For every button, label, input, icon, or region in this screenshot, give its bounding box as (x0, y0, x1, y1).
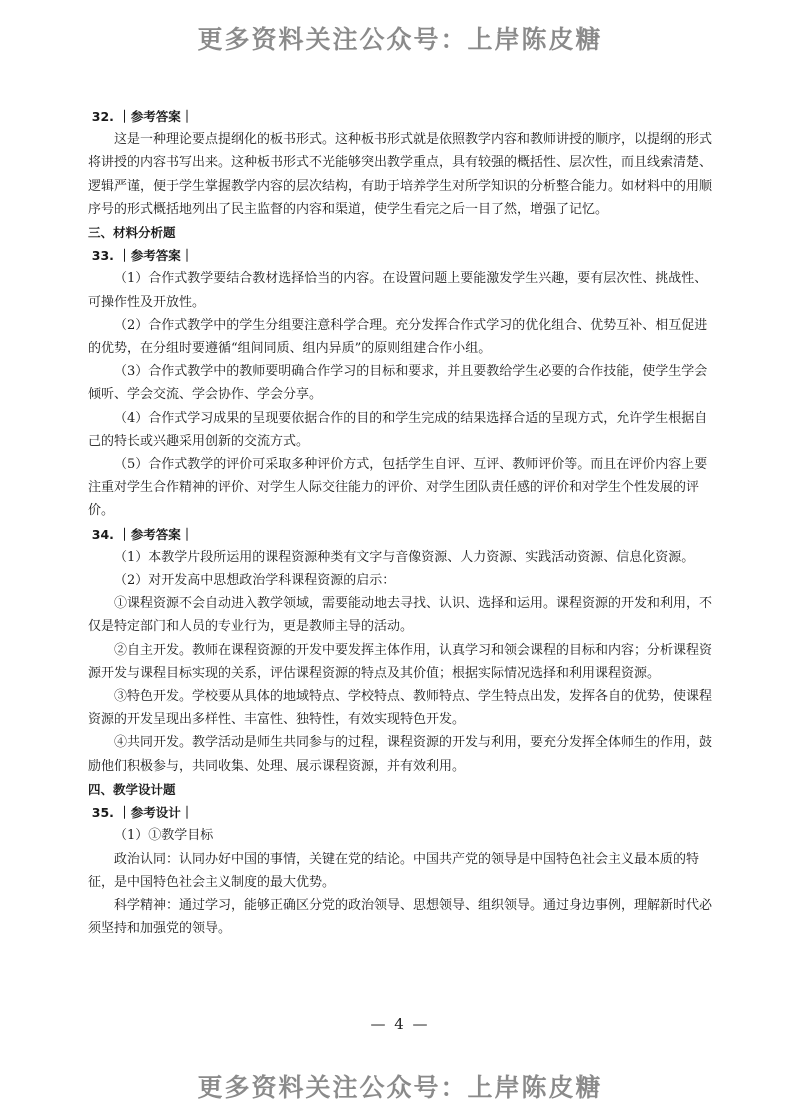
q34-item-5: ③特色开发。学校要从具体的地域特点、学校特点、教师特点、学生特点出发，发挥各自的优势，使课程资源的开发呈现出多样性、丰富性、独特性，有效实现特色开发。 (88, 689, 713, 728)
q34-item-1: （1）本教学片段所运用的课程资源种类有文字与音像资源、人力资源、实践活动资源、信息化资源。 (114, 549, 695, 565)
q33-item-1: （1）合作式教学要结合教材选择恰当的内容。在设置问题上要能激发学生兴趣，要有层次性、挑战性、可操作性及开放性。 (88, 271, 708, 310)
q35-heading: 35. ｜参考设计｜ (91, 805, 194, 821)
watermark-bottom: 更多资料关注公众号：上岸陈皮糖 (197, 1073, 603, 1102)
q34-item-4: ②自主开发。教师在课程资源的开发中要发挥主体作用，认真学习和领会课程的目标和内容；分析课程资源开发与课程目标实现的关系，评估课程资源的特点及其价值；根据实际情况选择和利用课程资源。 (88, 642, 713, 681)
q33-item-2: （2）合作式教学中的学生分组要注意科学合理。充分发挥合作式学习的优化组合、优势互补、相互促进的优势，在分组时要遵循“组间同质、组内异质”的原则组建合作小组。 (88, 317, 708, 357)
q34-item-2: （2）对开发高中思想政治学科课程资源的启示： (114, 573, 396, 589)
q35-item-3: 科学精神：通过学习，能够正确区分党的政治领导、思想领导、组织领导。通过身边事例，理解新时代必须坚持和加强党的领导。 (88, 897, 713, 937)
watermark-top: 更多资料关注公众号：上岸陈皮糖 (197, 25, 603, 54)
q35-item-2: 政治认同：认同办好中国的事情，关键在党的结论。中国共产党的领导是中国特色社会主义最本质的特征，是中国特色社会主义制度的最大优势。 (88, 851, 700, 890)
q34-item-6: ④共同开发。教学活动是师生共同参与的过程，课程资源的开发与利用，要充分发挥全体师生的作用，鼓励他们积极参与，共同收集、处理、展示课程资源，并有效利用。 (88, 735, 713, 774)
q32-heading: 32. ｜参考答案｜ (91, 109, 194, 124)
page-number: — 4 — (370, 1015, 430, 1033)
q34-item-3: ①课程资源不会自动进入教学领域，需要能动地去寻找、认识、选择和运用。课程资源的开发和利用，不仅是特定部门和人员的专业行为，更是教师主导的活动。 (88, 596, 713, 635)
section-4-title: 四、教学设计题 (88, 781, 176, 797)
page-content (88, 105, 714, 940)
q34-heading: 34. ｜参考答案｜ (91, 526, 194, 542)
q35-item-1: （1）①教学目标 (114, 828, 214, 844)
section-3-title: 三、材料分析题 (88, 225, 176, 241)
q33-item-5: （5）合作式教学的评价可采取多种评价方式，包括学生自评、互评、教师评价等。而且在评价内容上要注重对学生合作精神的评价、对学生人际交往能力的评价、对学生团队责任感的评价和对学生个性发展的评价。 (88, 457, 708, 519)
q33-item-3: （3）合作式教学中的教师要明确合作学习的目标和要求，并且要教给学生必要的合作技能，使学生学会倾听、学会交流、学会协作、学会分享。 (88, 364, 708, 403)
q33-item-4: （4）合作式学习成果的呈现要依据合作的目的和学生完成的结果选择合适的呈现方式，允许学生根据自己的特长或兴趣采用创新的交流方式。 (88, 410, 708, 449)
q32-text: 这是一种理论要点提纲化的板书形式。这种板书形式就是依照教学内容和教师讲授的顺序，以提纲的形式将讲授的内容书写出来。这种板书形式不光能够突出教学重点，具有较强的概括性、层次性，而且线索清楚、逻辑严谨，便于学生掌握教学内容的层次结构，有助于培养学生对所学知识的分析整合能力。如材料中的用顺序号的形式概括地列出了民主监督的内容和渠道，使学生看完之后一目了然，增强了记忆。 (88, 132, 713, 217)
q33-heading: 33. ｜参考答案｜ (91, 248, 194, 264)
